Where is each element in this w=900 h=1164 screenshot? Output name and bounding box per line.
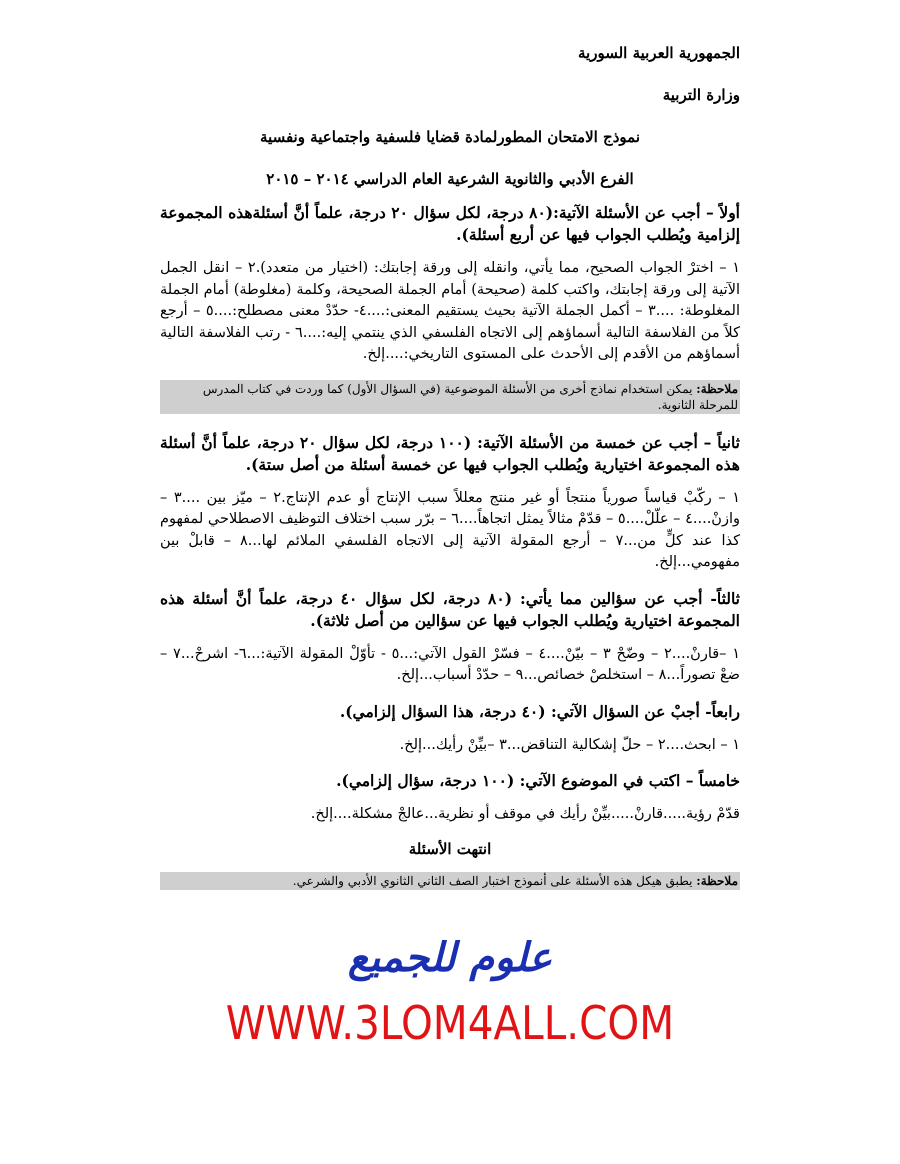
question-5-body: قدّمْ رؤية.....قارنْ.....بيِّنْ رأيك في موقف أو نظرية...عالجْ مشكلة....إلخ. — [310, 806, 740, 822]
note-1-text: يمكن استخدام نماذج أخرى من الأسئلة الموضوعية (في السؤال الأول) كما وردت في كتاب المدرس للمرحلة الثانوية. — [202, 381, 738, 412]
question-2-heading: ثانياً – أجب عن خمسة من الأسئلة الآتية: (١٠٠ درجة، لكل سؤال ٢٠ درجة، علماً أنَّ أسئلة هذه المجموعة اختيارية ويُطلب الجواب فيها عن خمسة أسئلة من أصل ستة). — [160, 432, 740, 474]
watermark-arabic-logo: علوم للجميع — [347, 934, 553, 981]
branch-year: الفرع الأدبي والثانوية الشرعية العام الدراسي ٢٠١٤ – ٢٠١٥ — [266, 170, 634, 188]
question-3-heading: ثالثاً- أجب عن سؤالين مما يأتي: (٨٠ درجة، لكل سؤال ٤٠ درجة، علماً أنَّ أسئلة هذه المجموعة اختيارية ويُطلب الجواب فيها عن سؤالين من أصل ثلاثة). — [160, 588, 740, 630]
exam-document — [160, 44, 740, 908]
end-of-questions: انتهت الأسئلة — [408, 839, 492, 858]
note-2-text: يطبق هيكل هذه الأسئلة على أنموذج اختبار الصف الثاني الثانوي الأدبي والشرعي. — [292, 873, 697, 888]
question-1-heading: أولاً – أجب عن الأسئلة الآتية:(٨٠ درجة، لكل سؤال ٢٠ درجة، علماً أنَّ أسئلةهذه المجموعة إلزامية ويُطلب الجواب فيها عن أربع أسئلة). — [160, 203, 740, 244]
note-1 — [160, 380, 740, 414]
watermark-url[interactable]: WWW.3LOM4ALL.COM — [225, 996, 675, 1050]
note-1-label: ملاحظة: — [696, 381, 738, 396]
question-5-heading: خامساً – اكتب في الموضوع الآتي: (١٠٠ درجة، سؤال إلزامي). — [336, 771, 740, 790]
exam-title: نموذج الامتحان المطورلمادة قضايا فلسفية واجتماعية ونفسية — [260, 128, 640, 146]
note-2-label: ملاحظة: — [696, 873, 738, 888]
question-2-body: ١ – ركّبْ قياساً صورياً منتجاً أو غير منتج معللاً سبب الإنتاج أو عدم الإنتاج.٢ – ميّز بين ....٣ – وازنْ....٤ – علّلْ....٥ – قدّمْ مثالاً يمثل اتجاهاً....٦ – برّر سبب اختلاف التوظيف الاصطلاحي لمفهوم كذا عند كلٍّ من...٧ – أرجع المقولة الآتية إلى الاتجاه الفلسفي الملائم لها...٨ – قابلْ بين مفهومي...إلخ. — [160, 489, 741, 570]
question-4-body: ١ – ابحث....٢ – حلّ إشكالية التناقض...٣ –بيِّنْ رأيك...إلخ. — [399, 736, 740, 753]
question-3-body: ١ –قارنْ....٢ – وضّحْ ٣ – بيّنْ....٤ – فسّرْ القول الآتي:...٥ - تأوّلْ المقولة الآتية:...٦- اشرحْ...٧ – ضعْ تصوراً...٨ – استخلصْ خصائص...٩ – حدّدْ أسباب...إلخ. — [160, 645, 740, 683]
country-header: الجمهورية العربية السورية — [578, 44, 740, 62]
note-2 — [160, 872, 740, 890]
question-1-body: ١ – اخترْ الجواب الصحيح، مما يأتي، وانقله إلى ورقة إجابتك: (اختيار من متعدد).٢ – انقل الجمل الآتية إلى ورقة إجابتك، واكتب كلمة (صحيحة) أمام الجملة الصحيحة، وكلمة (مغلوطة) أمام الجملة المغلوطة: ....٣ – أكمل الجملة الآتية بحيث يستقيم المعنى:....٤- حدّدْ معنى مصطلح:....٥ – أرجع كلاً من الفلاسفة التالية أسماؤهم إلى الاتجاه الفلسفي الذي ينتمي إليه:....٦ - رتب الفلاسفة التالية أسماؤهم من الأقدم إلى الأحدث على المستوى التاريخي:....إلخ. — [160, 260, 740, 362]
question-4-heading: رابعاً- أجبْ عن السؤال الآتي: (٤٠ درجة، هذا السؤال إلزامي). — [339, 701, 740, 721]
ministry-header: وزارة التربية — [662, 86, 740, 104]
